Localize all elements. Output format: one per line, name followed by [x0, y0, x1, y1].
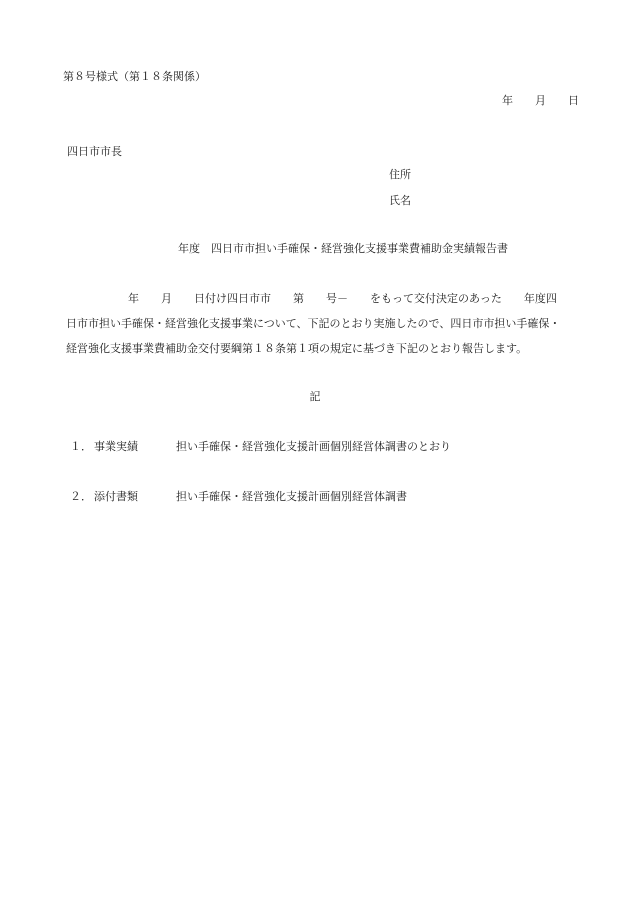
item-content: 担い手確保・経営強化支援計画個別経営体調書のとおり: [176, 440, 451, 453]
ki-heading: 記: [309, 390, 321, 403]
item-label: 添付書類: [94, 490, 138, 503]
item-number: １．: [70, 440, 92, 453]
body-line: 経営強化支援事業費補助金交付要綱第１８条第１項の規定に基づき下記のとおり報告します。: [66, 342, 528, 355]
date-line: 年 月 日: [502, 94, 579, 107]
item-content: 担い手確保・経営強化支援計画個別経営体調書: [176, 490, 407, 503]
document-title: 年度 四日市市担い手確保・経営強化支援事業費補助金実績報告書: [178, 242, 508, 255]
body-line: 年 月 日付け四日市市 第 号－ をもって交付決定のあった 年度四: [128, 292, 557, 305]
addressee: 四日市市長: [67, 145, 122, 158]
item-label: 事業実績: [94, 440, 138, 453]
form-label: 第８号様式（第１８条関係）: [63, 70, 206, 83]
item-number: ２．: [70, 490, 92, 503]
address-label: 住所: [389, 168, 411, 181]
name-label: 氏名: [389, 194, 411, 207]
body-line: 日市市担い手確保・経営強化支援事業について、下記のとおり実施したので、四日市市担い手確保・: [66, 317, 561, 330]
